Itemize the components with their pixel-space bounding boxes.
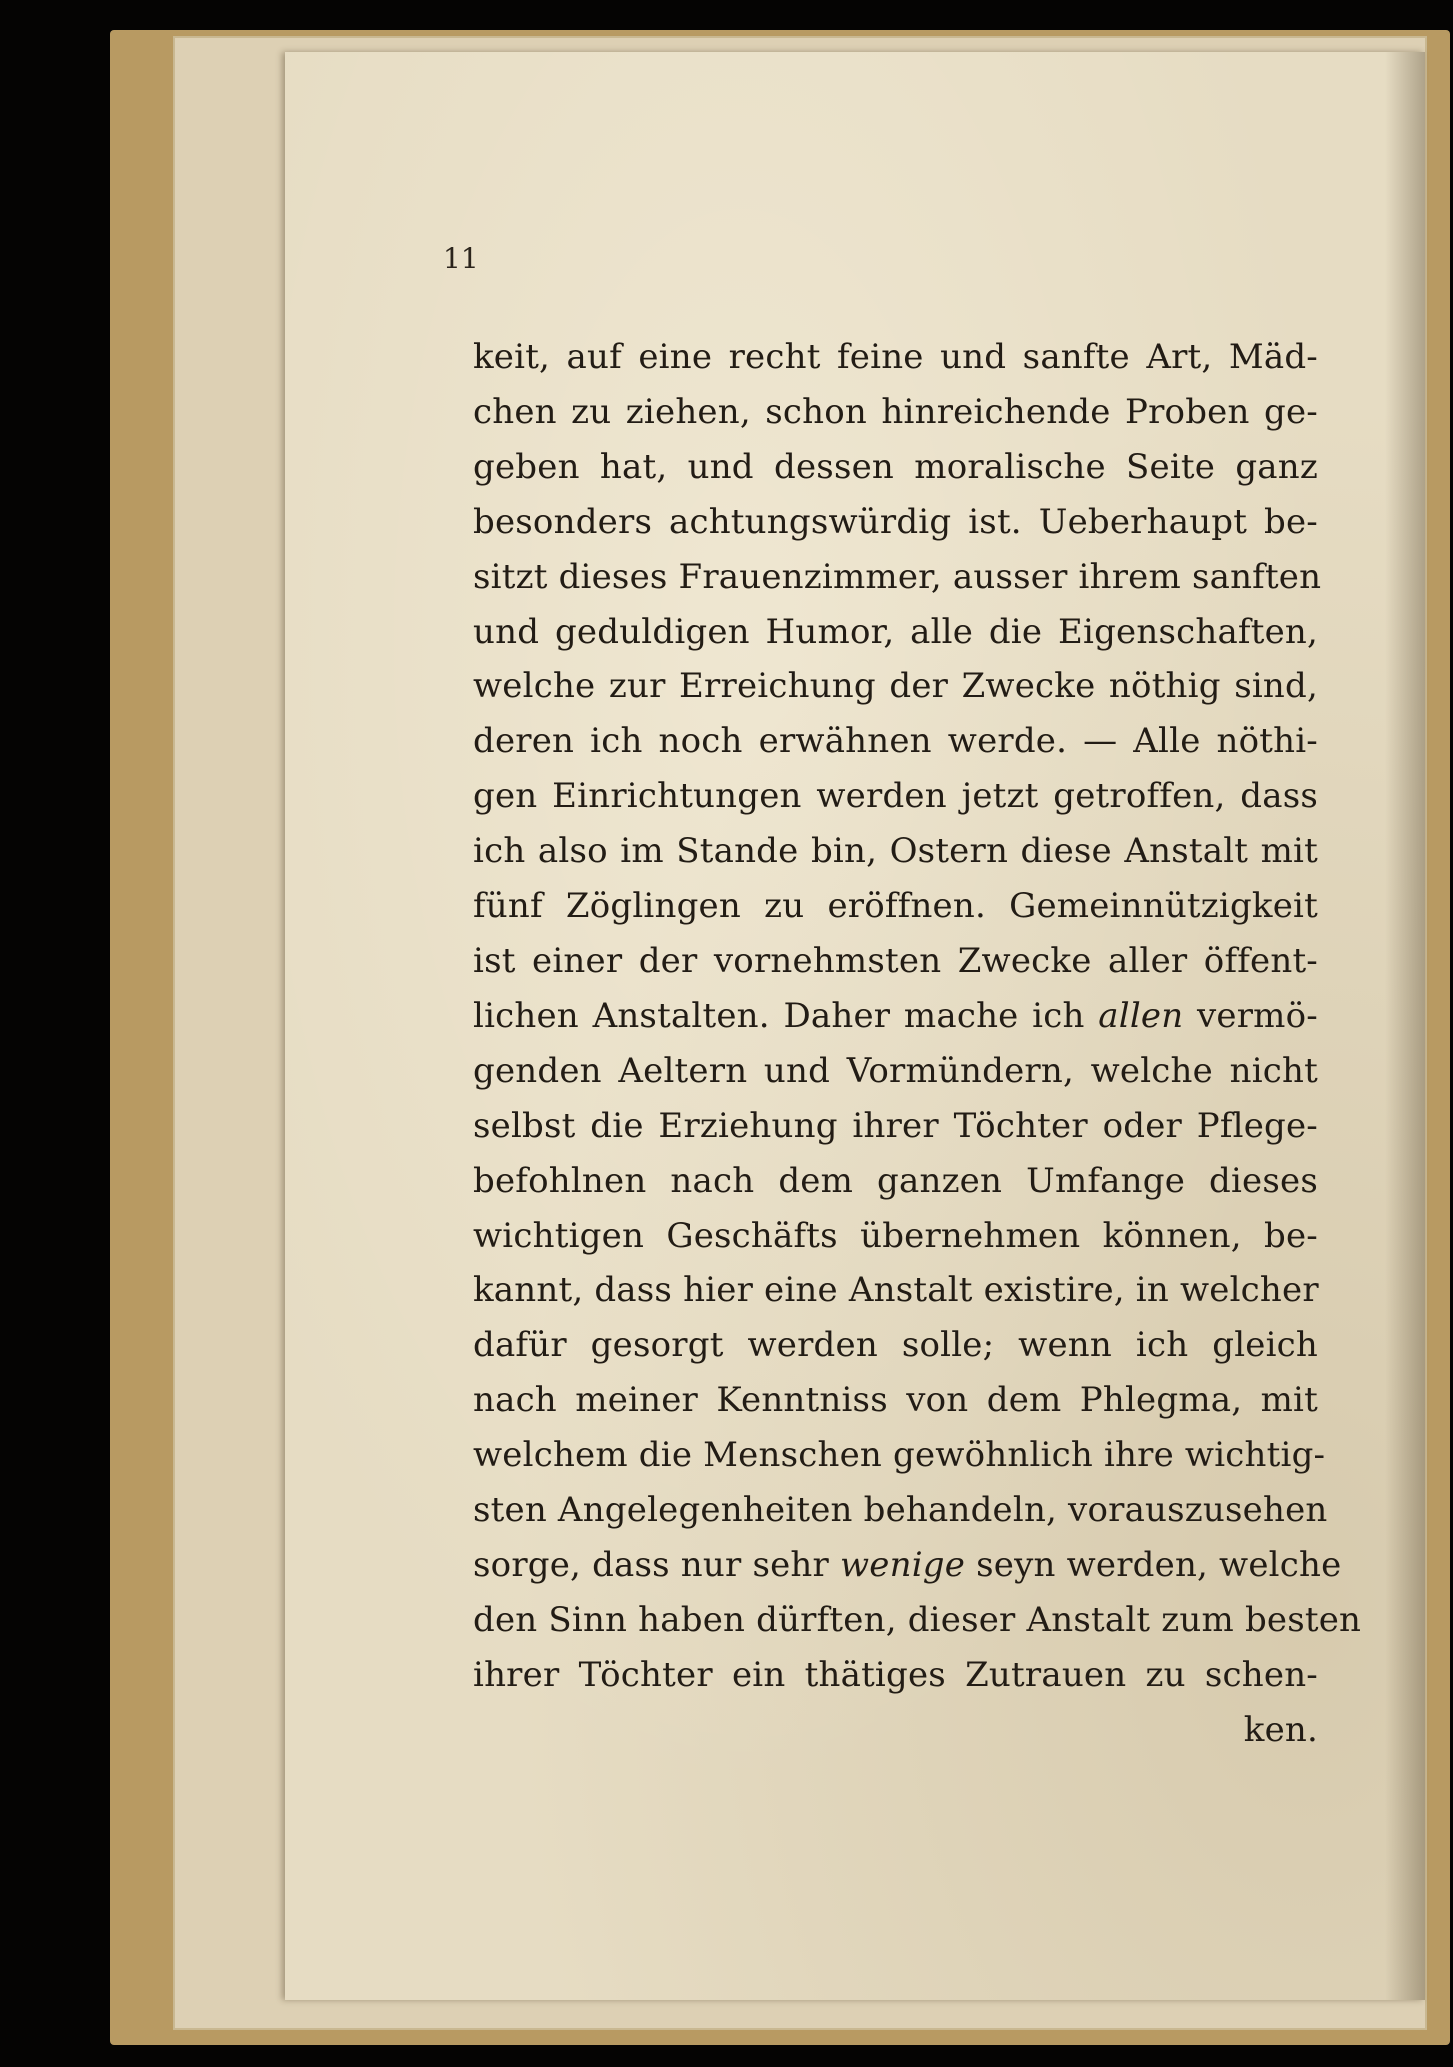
text-run: keit, auf eine recht feine und sanfte Art, Mäd- bbox=[473, 337, 1318, 377]
text-run: lichen Anstalten. Daher mache ich bbox=[473, 995, 1099, 1036]
text-run: ihrer Töchter ein thätiges Zutrauen zu schen- bbox=[473, 1654, 1318, 1695]
text-line bbox=[473, 1373, 1318, 1428]
text-line bbox=[473, 550, 1322, 605]
text-run: ich also im Stande bin, Ostern diese Anstalt mit bbox=[473, 831, 1318, 872]
emphasized-word: allen bbox=[1098, 995, 1184, 1036]
page-gutter-shadow bbox=[1385, 52, 1425, 2000]
text-run: gen Einrichtungen werden jetzt getroffen, dass bbox=[473, 776, 1318, 817]
text-run: seyn werden, welche bbox=[965, 1544, 1342, 1585]
text-run: und geduldigen Humor, alle die Eigenschaften, bbox=[473, 611, 1318, 652]
text-line bbox=[473, 769, 1318, 824]
text-line bbox=[473, 1263, 1318, 1318]
text-run: wichtigen Geschäfts übernehmen können, be- bbox=[473, 1215, 1318, 1256]
text-line bbox=[473, 1209, 1318, 1264]
text-line bbox=[473, 1483, 1328, 1538]
text-line bbox=[473, 879, 1318, 934]
text-run: vermö- bbox=[1183, 995, 1318, 1036]
emphasized-word: wenige bbox=[840, 1544, 966, 1585]
text-run: chen zu ziehen, schon hinreichende Proben ge- bbox=[473, 391, 1318, 432]
text-line bbox=[473, 385, 1318, 440]
text-run: genden Aeltern und Vormündern, welche nicht bbox=[473, 1050, 1318, 1091]
text-run: welche zur Erreichung der Zwecke nöthig sind, bbox=[473, 666, 1318, 707]
text-run: welchem die Menschen gewöhnlich ihre wichtig- bbox=[473, 1435, 1326, 1476]
text-line bbox=[473, 659, 1318, 714]
text-run: kannt, dass hier eine Anstalt existire, in welcher bbox=[473, 1270, 1319, 1311]
text-run: selbst die Erziehung ihrer Töchter oder Pflege- bbox=[473, 1105, 1318, 1146]
text-run: geben hat, und dessen moralische Seite ganz bbox=[473, 446, 1318, 487]
body-text bbox=[473, 330, 1362, 1758]
text-line bbox=[473, 714, 1318, 769]
text-line bbox=[473, 1428, 1326, 1483]
text-run: den Sinn haben dürften, dieser Anstalt zum besten bbox=[473, 1599, 1362, 1640]
text-line bbox=[473, 1538, 1342, 1593]
text-run: nach meiner Kenntniss von dem Phlegma, mit bbox=[473, 1380, 1318, 1421]
text-line bbox=[473, 330, 1318, 385]
text-run: dafür gesorgt werden solle; wenn ich gleich bbox=[473, 1325, 1318, 1366]
text-line bbox=[473, 1318, 1318, 1373]
text-line bbox=[473, 1593, 1362, 1648]
text-line bbox=[473, 1099, 1318, 1154]
text-run: sitzt dieses Frauenzimmer, ausser ihrem sanften bbox=[473, 556, 1322, 597]
text-line bbox=[473, 1154, 1318, 1209]
text-line bbox=[473, 934, 1318, 989]
text-line bbox=[473, 440, 1318, 495]
text-run: deren ich noch erwähnen werde. — Alle nöthi- bbox=[473, 721, 1318, 762]
text-line bbox=[473, 824, 1318, 879]
text-line bbox=[473, 1648, 1318, 1703]
text-run: sten Angelegenheiten behandeln, vorauszusehen bbox=[473, 1490, 1328, 1531]
text-line bbox=[473, 1044, 1318, 1099]
text-line bbox=[473, 989, 1318, 1044]
text-run: ken. bbox=[1243, 1709, 1318, 1750]
text-line bbox=[473, 495, 1318, 550]
page-number: 11 bbox=[443, 242, 479, 275]
text-run: besonders achtungswürdig ist. Ueberhaupt be- bbox=[473, 501, 1318, 542]
catchword bbox=[473, 1703, 1318, 1758]
text-run: fünf Zöglingen zu eröffnen. Gemeinnützigkeit bbox=[473, 886, 1318, 927]
text-run: ist einer der vornehmsten Zwecke aller öffent- bbox=[473, 940, 1318, 981]
text-run: befohlnen nach dem ganzen Umfange dieses bbox=[473, 1160, 1318, 1201]
text-run: sorge, dass nur sehr bbox=[473, 1544, 840, 1585]
text-line bbox=[473, 605, 1318, 660]
